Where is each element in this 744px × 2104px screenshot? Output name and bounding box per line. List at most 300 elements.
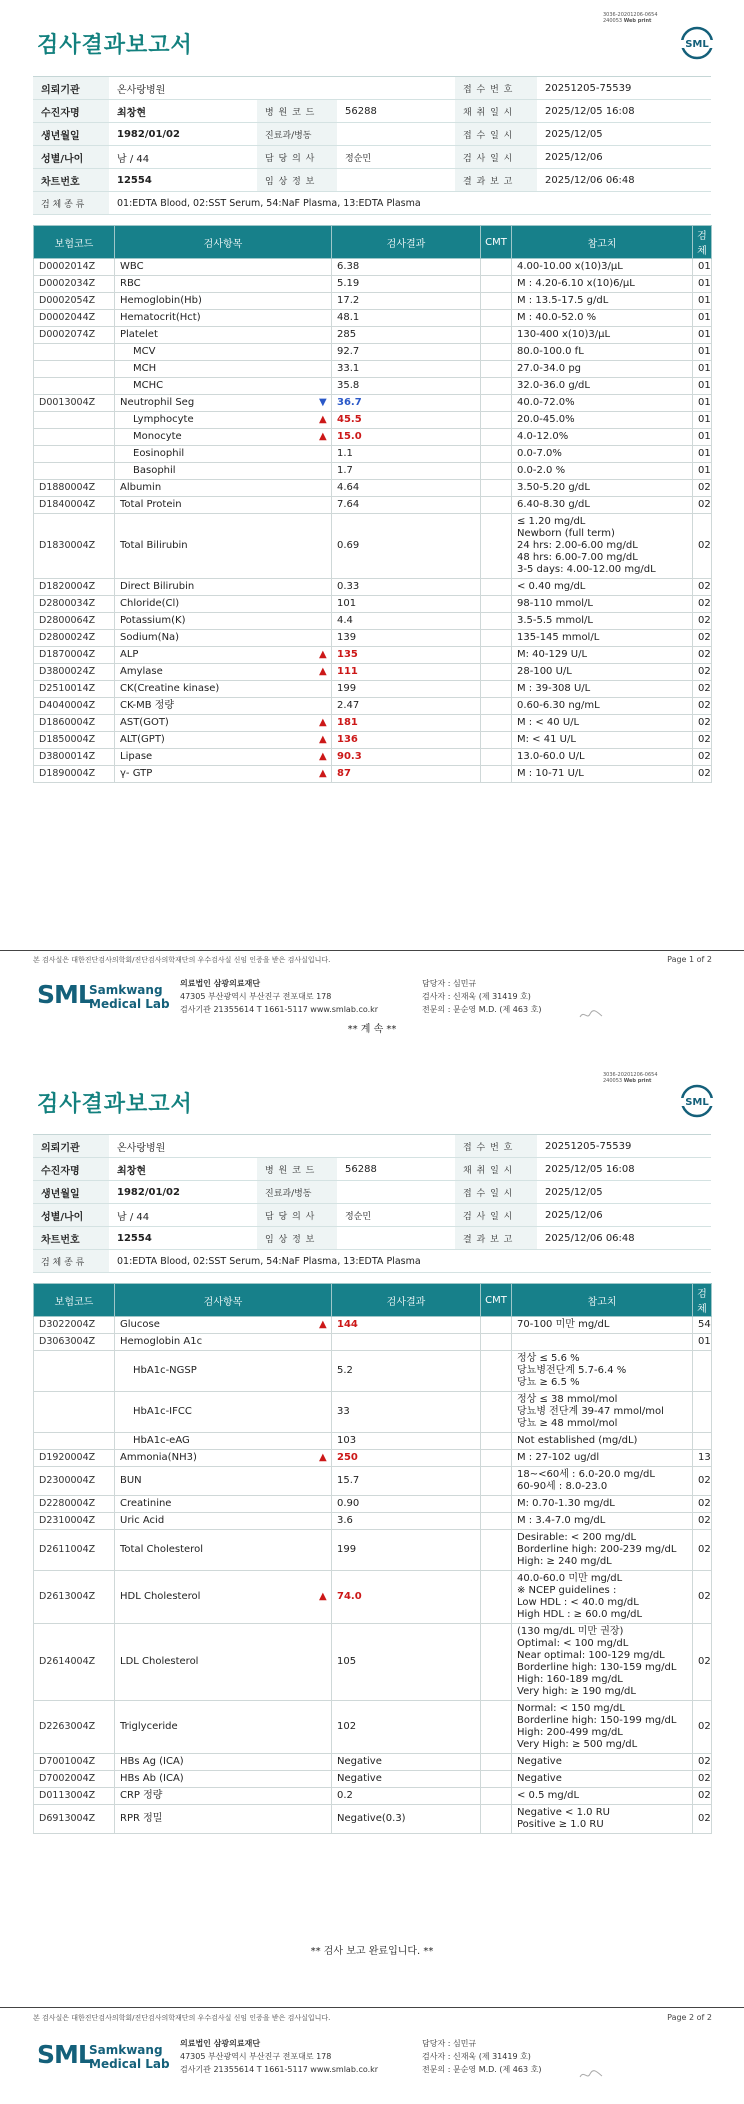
test-item-cell: Triglyceride [115,1701,332,1754]
specimen-cell: 02 [693,1701,712,1754]
result-cell [332,259,481,276]
info-label: 채 취 일 시 [455,100,537,123]
result-value: 139 [337,632,357,643]
specimen-cell: 01 [693,412,712,429]
result-cell [332,1530,481,1571]
test-item-cell: MCH [115,361,332,378]
reference-cell: < 0.5 mg/dL [512,1788,693,1805]
info-value: 2025/12/05 [537,1181,711,1204]
info-value: 정순민 [337,146,455,169]
cmt-cell [481,664,512,681]
insurance-code-cell [34,1351,115,1392]
insurance-code-cell: D2510014Z [34,681,115,698]
table-row [34,664,712,681]
info-row [33,100,711,123]
result-cell [332,344,481,361]
info-label: 결 과 보 고 [455,169,537,192]
info-value: 온사랑병원 [109,77,455,100]
specimen-cell: 01 [693,344,712,361]
result-cell [319,647,481,664]
reference-cell: 13.0-60.0 U/L [512,749,693,766]
table-row [34,681,712,698]
result-cell [332,1433,481,1450]
insurance-code-cell: D2263004Z [34,1701,115,1754]
reference-cell: Desirable: < 200 mg/dL Borderline high: 200-239 mg/dL High: ≥ 240 mg/dL [512,1530,693,1571]
result-cell [319,412,481,429]
info-row [33,169,711,192]
test-item-cell: HBs Ag (ICA) [115,1754,332,1771]
insurance-code-cell: D7002004Z [34,1771,115,1788]
specimen-cell: 02 [693,698,712,715]
reference-cell: 40.0-72.0% [512,395,693,412]
result-value: 1.7 [337,465,353,476]
test-item-cell: Hemoglobin A1c [115,1334,332,1351]
result-value: 0.2 [337,1790,353,1801]
insurance-code-cell [34,463,115,480]
info-row [33,77,711,100]
specimen-cell: 02 [693,1571,712,1624]
test-item-cell: ALP [115,647,332,664]
insurance-code-cell [34,378,115,395]
table-row [34,1496,712,1513]
cmt-cell [481,579,512,596]
cmt-cell [481,497,512,514]
result-cell [332,310,481,327]
info-label: 접 수 일 시 [455,1181,537,1204]
header-test-item: 검사항목 [115,226,332,259]
cmt-cell [481,276,512,293]
result-cell [332,613,481,630]
result-value: 4.4 [337,615,353,626]
cmt-cell [481,630,512,647]
cmt-cell [481,715,512,732]
info-value: 56288 [337,100,455,123]
table-row [34,446,712,463]
result-cell [332,1392,481,1433]
insurance-code-cell: D0002054Z [34,293,115,310]
cmt-cell [481,1433,512,1450]
table-row [34,1788,712,1805]
test-item-cell: AST(GOT) [115,715,332,732]
result-value: 111 [337,666,358,677]
reference-cell: M : 3.4-7.0 mg/dL [512,1513,693,1530]
insurance-code-cell: D3800024Z [34,664,115,681]
cmt-cell [481,293,512,310]
result-value: 2.47 [337,700,360,711]
result-cell [332,1624,481,1701]
result-value: 0.90 [337,1498,360,1509]
cmt-cell [481,378,512,395]
info-value: 12554 [109,169,257,192]
table-row [34,1530,712,1571]
cmt-cell [481,613,512,630]
info-label: 검 체 종 류 [33,192,109,215]
test-item-cell: Albumin [115,480,332,497]
result-value: 90.3 [337,751,362,762]
test-item-cell: CRP 정량 [115,1788,332,1805]
high-flag-icon: ▲ [319,666,327,677]
test-item-cell: Total Cholesterol [115,1530,332,1571]
reference-cell: 28-100 U/L [512,664,693,681]
reference-cell: 0.60-6.30 ng/mL [512,698,693,715]
table-row [34,276,712,293]
specimen-cell: 02 [693,1530,712,1571]
table-row [34,1334,712,1351]
table-row [34,732,712,749]
info-label: 병 원 코 드 [257,1158,337,1181]
result-cell [319,429,481,446]
table-row [34,1467,712,1496]
info-row [33,1227,711,1250]
info-label: 채 취 일 시 [455,1158,537,1181]
insurance-code-cell [34,1392,115,1433]
reference-cell: 27.0-34.0 pg [512,361,693,378]
test-item-cell: Platelet [115,327,332,344]
table-row [34,1433,712,1450]
cmt-cell [481,1571,512,1624]
lab-info: 의료법인 삼광의료재단 47305 부산광역시 부산진구 전포대로 178 검사기관 21355614 T 1661-5117 www.smlab.co.kr [180,2039,379,2074]
result-value: 7.64 [337,499,360,510]
reference-cell: ≤ 1.20 mg/dL Newborn (full term) 24 hrs: 2.00-6.00 mg/dL 48 hrs: 6.00-7.00 mg/dL 3-5 days: 4.00-12.00 mg/dL [512,514,693,579]
insurance-code-cell: D1880004Z [34,480,115,497]
info-label: 임 상 정 보 [257,1227,337,1250]
table-row [34,579,712,596]
test-item-cell: HbA1c-eAG [115,1433,332,1450]
info-value: 최창현 [109,100,257,123]
insurance-code-cell: D2310004Z [34,1513,115,1530]
high-flag-icon: ▲ [319,734,327,745]
result-value: 101 [337,598,357,609]
specimen-types: 01:EDTA Blood, 02:SST Serum, 54:NaF Plasma, 13:EDTA Plasma [109,192,711,215]
cmt-cell [481,259,512,276]
info-label: 담 당 의 사 [257,146,337,169]
table-row [34,1624,712,1701]
report-page-2 [0,1052,744,2104]
result-cell [332,630,481,647]
low-flag-icon: ▼ [319,397,327,408]
report-title: 검사결과보고서 [37,1092,193,1117]
insurance-code-cell: D2613004Z [34,1571,115,1624]
table-row [34,480,712,497]
reference-cell: M : 10-71 U/L [512,766,693,783]
cmt-cell [481,1450,512,1467]
test-item-cell: Amylase [115,664,332,681]
insurance-code-cell: D2800064Z [34,613,115,630]
test-item-cell: MCHC [115,378,332,395]
reference-cell: 135-145 mmol/L [512,630,693,647]
cmt-cell [481,514,512,579]
specimen-cell: 01 [693,276,712,293]
cmt-cell [481,647,512,664]
table-row [34,1571,712,1624]
reference-cell: 130-400 x(10)3/μL [512,327,693,344]
cmt-cell [481,1467,512,1496]
info-label: 생년월일 [33,123,109,146]
specimen-cell: 54 [693,1317,712,1334]
table-row [34,1450,712,1467]
table-row [34,497,712,514]
insurance-code-cell [34,412,115,429]
reference-cell: 40.0-60.0 미만 mg/dL ※ NCEP guidelines : Low HDL : < 40.0 mg/dL High HDL : ≥ 60.0 mg/dL [512,1571,693,1624]
result-cell [332,698,481,715]
reference-cell: 4.00-10.00 x(10)3/μL [512,259,693,276]
patient-info-table [33,76,711,215]
table-row [34,698,712,715]
high-flag-icon: ▲ [319,768,327,779]
result-value: 105 [337,1656,357,1667]
table-row [34,715,712,732]
lab-logo: SML Samkwang Medical Lab [37,2040,170,2071]
specimen-cell: 01 [693,361,712,378]
result-cell [332,1701,481,1754]
results-header-row [34,226,712,259]
result-value: 92.7 [337,346,360,357]
result-value: 0.69 [337,540,360,551]
reference-cell [512,1334,693,1351]
reference-cell: Not established (mg/dL) [512,1433,693,1450]
info-label: 접 수 일 시 [455,123,537,146]
table-row [34,429,712,446]
test-item-cell: HbA1c-NGSP [115,1351,332,1392]
lab-logo-mark: SML [37,980,93,1009]
report-title: 검사결과보고서 [37,33,193,58]
table-row [34,259,712,276]
test-item-cell: HbA1c-IFCC [115,1392,332,1433]
info-row [33,146,711,169]
table-row [34,630,712,647]
test-item-cell: Hematocrit(Hct) [115,310,332,327]
table-row [34,514,712,579]
test-item-cell: γ- GTP [115,766,332,783]
specimen-cell: 01 [693,429,712,446]
sml-logo [680,1084,714,1118]
info-label: 수진자명 [33,1158,109,1181]
lab-logo-mark: SML [37,2040,93,2069]
info-value: 남 / 44 [109,1204,257,1227]
info-value: 1982/01/02 [109,1181,257,1204]
reference-cell: 6.40-8.30 g/dL [512,497,693,514]
insurance-code-cell: D2611004Z [34,1530,115,1571]
test-item-cell: Ammonia(NH3) [115,1450,332,1467]
cmt-cell [481,749,512,766]
result-cell [332,579,481,596]
header-reference: 참고치 [512,1284,693,1317]
header-specimen: 검체 [693,226,712,259]
reference-cell: Negative [512,1771,693,1788]
page-number: Page 1 of 2 [667,955,712,964]
results-header-row [34,1284,712,1317]
insurance-code-cell: D1920004Z [34,1450,115,1467]
header-cmt: CMT [481,1284,512,1317]
reference-cell: Negative < 1.0 RU Positive ≥ 1.0 RU [512,1805,693,1834]
header-insurance-code: 보험코드 [34,1284,115,1317]
test-item-cell: Basophil [115,463,332,480]
result-cell [332,1754,481,1771]
end-note: ** 검사 보고 완료입니다. ** [310,1946,434,1957]
insurance-code-cell: D0113004Z [34,1788,115,1805]
cmt-cell [481,732,512,749]
result-value: 0.33 [337,581,360,592]
result-value: 199 [337,683,357,694]
specimen-cell: 01 [693,1334,712,1351]
specimen-cell: 01 [693,310,712,327]
header-result: 검사결과 [332,1284,481,1317]
high-flag-icon: ▲ [319,1452,327,1463]
info-row [33,192,711,215]
result-value: 74.0 [337,1591,362,1602]
result-value: 136 [337,734,358,745]
insurance-code-cell: D0013004Z [34,395,115,412]
info-value: 2025/12/06 06:48 [537,169,711,192]
result-cell [319,1571,481,1624]
specimen-cell: 02 [693,1513,712,1530]
result-cell [332,446,481,463]
cmt-cell [481,1788,512,1805]
high-flag-icon: ▲ [319,1591,327,1602]
info-value: 56288 [337,1158,455,1181]
result-value: 15.7 [337,1475,360,1486]
result-value: 181 [337,717,358,728]
reference-cell: 20.0-45.0% [512,412,693,429]
reference-cell: 3.50-5.20 g/dL [512,480,693,497]
table-row [34,327,712,344]
reference-cell: M : 27-102 ug/dl [512,1450,693,1467]
test-item-cell: Chloride(Cl) [115,596,332,613]
info-value: 남 / 44 [109,146,257,169]
staff-info: 담당자 : 심민규 검사자 : 신재욱 (제 31419 호) 전문의 : 문순영 M.D. (제 463 호) [422,979,542,1014]
staff-info: 담당자 : 심민규 검사자 : 신재욱 (제 31419 호) 전문의 : 문순영 M.D. (제 463 호) [422,2039,542,2074]
insurance-code-cell: D0002034Z [34,276,115,293]
test-item-cell: Neutrophil Seg [115,395,332,412]
result-value: 102 [337,1721,357,1732]
info-label: 의뢰기관 [33,77,109,100]
header-specimen: 검체 [693,1284,712,1317]
info-value: 온사랑병원 [109,1135,455,1158]
result-cell [332,681,481,698]
table-row [34,613,712,630]
cmt-cell [481,412,512,429]
result-cell [332,1334,481,1351]
info-value [337,123,455,146]
specimen-cell [693,1392,712,1433]
cmt-cell [481,1496,512,1513]
test-item-cell: MCV [115,344,332,361]
table-row [34,766,712,783]
specimen-cell: 02 [693,1754,712,1771]
specimen-cell: 02 [693,497,712,514]
result-value: 48.1 [337,312,360,323]
test-item-cell: CK-MB 정량 [115,698,332,715]
cmt-cell [481,1334,512,1351]
info-value: 최창현 [109,1158,257,1181]
specimen-cell: 02 [693,480,712,497]
info-label: 임 상 정 보 [257,169,337,192]
specimen-cell: 02 [693,647,712,664]
insurance-code-cell: D1850004Z [34,732,115,749]
reference-cell: M: < 41 U/L [512,732,693,749]
test-item-cell: RPR 정밀 [115,1805,332,1834]
table-row [34,361,712,378]
insurance-code-cell: D2614004Z [34,1624,115,1701]
cmt-cell [481,1530,512,1571]
test-item-cell: RBC [115,276,332,293]
info-value [337,169,455,192]
svg-text:SML: SML [685,1097,709,1108]
info-label: 담 당 의 사 [257,1204,337,1227]
header-result: 검사결과 [332,226,481,259]
insurance-code-cell: D1890004Z [34,766,115,783]
insurance-code-cell [34,361,115,378]
cmt-cell [481,327,512,344]
result-cell [332,1788,481,1805]
lab-logo: SML Samkwang Medical Lab [37,980,170,1011]
cmt-cell [481,480,512,497]
info-label: 차트번호 [33,169,109,192]
test-item-cell: Uric Acid [115,1513,332,1530]
page-number: Page 2 of 2 [667,2013,712,2022]
result-value: Negative [337,1773,382,1784]
specimen-cell: 02 [693,766,712,783]
table-row [34,344,712,361]
specimen-cell: 02 [693,681,712,698]
insurance-code-cell [34,344,115,361]
cmt-cell [481,1317,512,1334]
specimen-cell: 02 [693,1496,712,1513]
table-row [34,1805,712,1834]
insurance-code-cell: D0002074Z [34,327,115,344]
reference-cell: M: 40-129 U/L [512,647,693,664]
specimen-types: 01:EDTA Blood, 02:SST Serum, 54:NaF Plasma, 13:EDTA Plasma [109,1250,711,1273]
header-reference: 참고치 [512,226,693,259]
result-cell [332,514,481,579]
result-value: 15.0 [337,431,362,442]
test-item-cell: BUN [115,1467,332,1496]
insurance-code-cell [34,1433,115,1450]
insurance-code-cell: D2800034Z [34,596,115,613]
info-row [33,1135,711,1158]
test-item-cell: LDL Cholesterol [115,1624,332,1701]
table-row [34,293,712,310]
specimen-cell [693,1433,712,1450]
info-label: 검 사 일 시 [455,1204,537,1227]
continue-note: ** 계 속 ** [347,1024,397,1035]
specimen-cell: 01 [693,259,712,276]
cmt-cell [481,1513,512,1530]
result-value: 103 [337,1435,357,1446]
specimen-cell: 02 [693,596,712,613]
info-label: 검 체 종 류 [33,1250,109,1273]
result-cell [319,749,481,766]
insurance-code-cell: D2280004Z [34,1496,115,1513]
test-item-cell: HBs Ab (ICA) [115,1771,332,1788]
reference-cell: 32.0-36.0 g/dL [512,378,693,395]
specimen-cell [693,1351,712,1392]
table-row [34,395,712,412]
result-cell [332,1467,481,1496]
test-item-cell: Potassium(K) [115,613,332,630]
cmt-cell [481,361,512,378]
table-row [34,596,712,613]
result-value: 1.1 [337,448,353,459]
result-value: 285 [337,329,357,340]
reference-cell: 정상 ≤ 38 mmol/mol 당뇨병 전단계 39-47 mmol/mol 당뇨 ≥ 48 mmol/mol [512,1392,693,1433]
info-row [33,1250,711,1273]
specimen-cell: 02 [693,630,712,647]
specimen-cell: 01 [693,463,712,480]
table-row [34,1513,712,1530]
result-cell [332,1496,481,1513]
insurance-code-cell: D1830004Z [34,514,115,579]
